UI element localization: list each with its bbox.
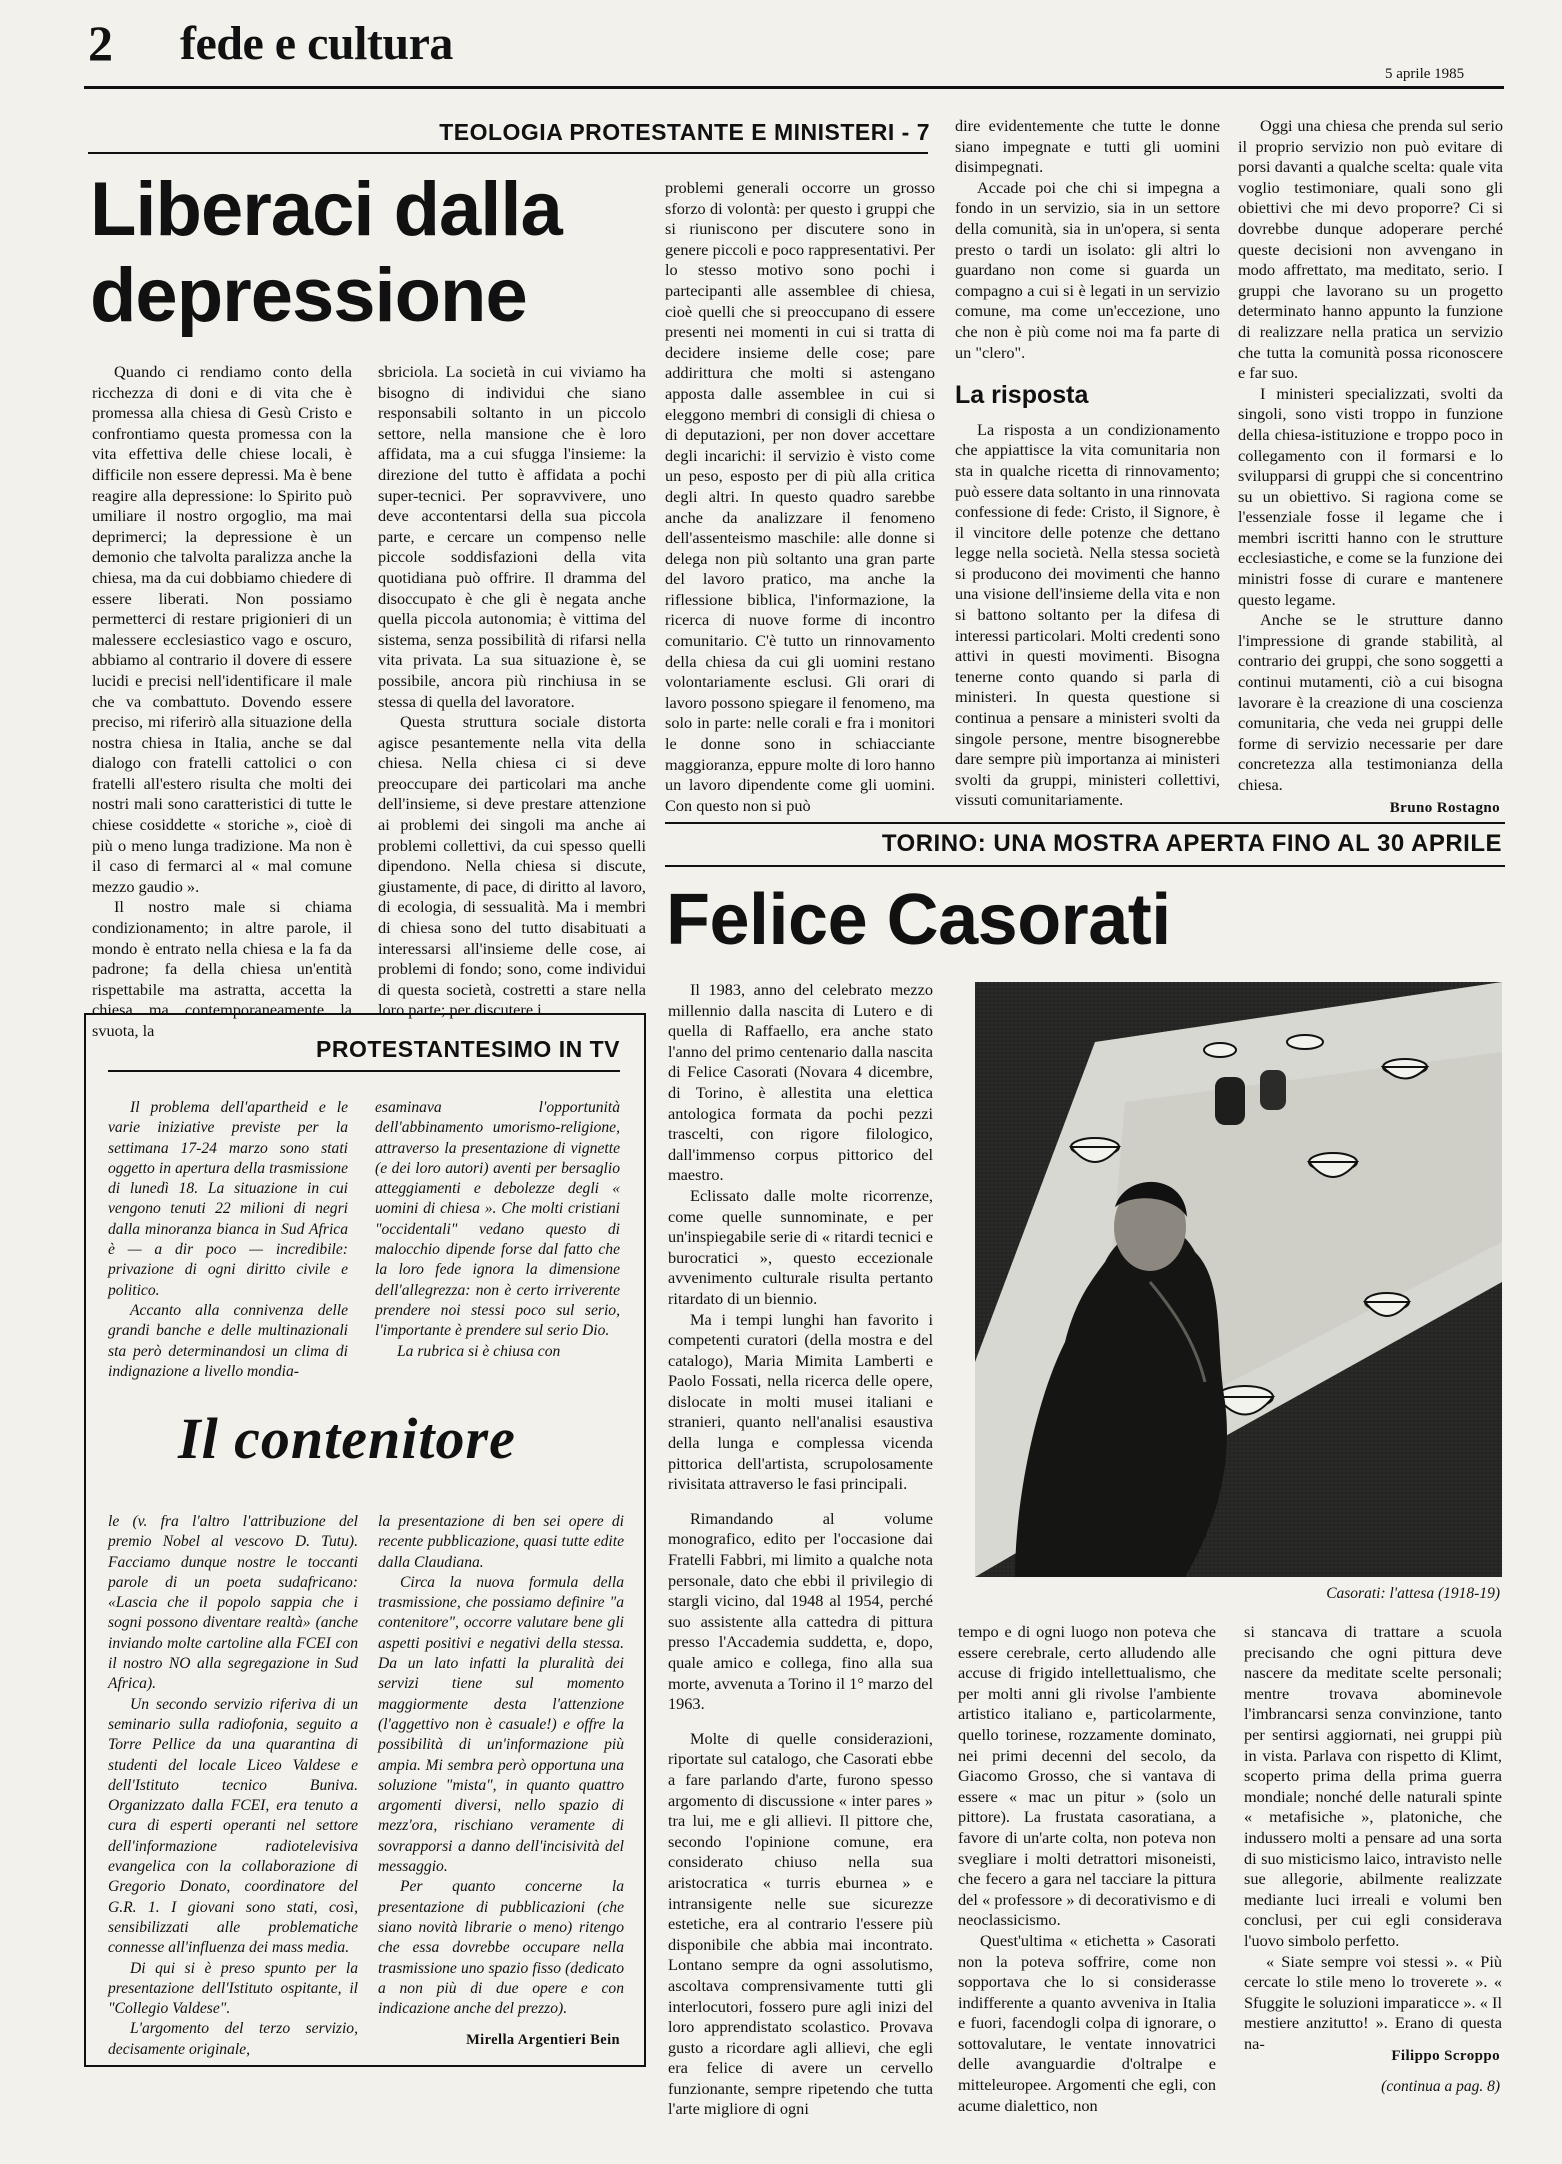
article2-column-3: [108, 1512, 358, 2060]
continuation-note: (continua a pag. 8): [1381, 2078, 1500, 2095]
article3-title: Felice Casorati: [666, 880, 1171, 960]
masthead-rule: [84, 86, 1504, 89]
section-title: fede e cultura: [180, 17, 453, 70]
paragraph: « Siate sempre voi stessi ». « Più cercate lo stile meno lo troverete ». « Sfuggite le soluzioni imparaticce ». « Il mestiere anzitutto! ». Erano di questa na-: [1244, 1951, 1502, 2053]
paragraph: Circa la nuova formula della trasmissione, che possiamo definire "a contenitore", occorre valutare bene gli aspetti positivi e negativi della stessa. Da un lato infatti la pluralità dei servizi tiene sul momento maggiormente desta l'attenzione (l'aggettivo non è casuale!) e offre la possibilità di un'informazione più ampia. Mi sembra però opportuna una soluzione "mista", in quanto quattro argomenti diversi, nello spazio di mezz'ora, rischiano veramente di sovrapporsi a danno dell'incisività del messaggio.: [378, 1573, 624, 1876]
paragraph: Di qui si è preso spunto per la presentazione dell'Istituto ospitante, il "Collegio Valdese".: [108, 1959, 358, 2018]
paragraph: Accanto alla connivenza delle grandi banche e delle multinazionali sta però determinandosi un clima di indignazione a livello mondia-: [108, 1301, 348, 1380]
paragraph: Molte di quelle considerazioni, riportate sul catalogo, che Casorati ebbe a fare parlando d'arte, furono spesso argomento di discussione « inter pares » tra lui, me e gli allievi. Il pittore che, secondo l'opinione comune, era considerato chiuso nella sua aristocratica « turris eburnea » e intransigente nelle sue sicurezze estetiche, era al contrario l'essere più disponibile che abbia mai incontrato. Lontano sempre da ogni assolutismo, ascoltava comprensivamente tutti gli interlocutori, fossero pure agli inizi del loro apprendistato scolastico. Provava gusto a ricordare agli allievi, che egli era felice di avere un cervello funzionante, sempre ripetendo che tutta l'arte migliore di ogni: [668, 1728, 933, 2119]
article2-title: Il contenitore: [178, 1406, 516, 1471]
paragraph: La risposta a un condizionamento che appiattisce la vita comunitaria non sta in qualche ricetta di rinnovamento; può essere data soltanto in una rinnovata confessione di fede: Cristo, il Signore, è il vincitore delle potenze che dettano legge nella società. Nella stessa società si producono dei movimenti che hanno una visione dell'insieme della vita e non si battono soltanto per la difesa di interessi particolari. Molti credenti sono attivi in questi movimenti. Bisogna tenerne conto quando si parla di ministeri. In questa questione si continua a pensare a ministeri svolti da singole persone, mentre bisognerebbe dare sempre più importanza ai ministeri svolti da gruppi, ministeri collettivi, vissuti comunitariamente.: [955, 419, 1220, 810]
article2-kicker-rule: [108, 1070, 620, 1072]
article3-column-1: [668, 980, 933, 2120]
paragraph: Ma i tempi lunghi han favorito i competenti curatori (della mostra e del catalogo), Maria Mimita Lamberti e Paolo Fossati, nella ricerca delle opere, dislocate in molti musei italiani e stranieri, quanto nell'analisi esaustiva della lunga e complessa vicenda pittorica dell'artista, scrupolosamente rivisitata attraverso le fasi principali.: [668, 1309, 933, 1494]
paragraph: si stancava di trattare a scuola precisando che ogni pittura deve nascere da meditate scelte personali; mentre trovava abominevole l'imbrancarsi senza convinzione, tanto per sentirsi aggiornati, nei gruppi più in vista. Parlava con rispetto di Klimt, scoperto prima della prima guerra mondiale; nonché delle naturali spinte « metafisiche », platoniche, che indussero molti a pensare ad una sorta di suo misticismo laico, intravisto nelle sue allegorie, abilmente realizzate mediante luci irreali e volumi ben conclusi, per cui egli considerava l'uovo simbolo perfetto.: [1244, 1622, 1502, 1950]
article2-kicker: PROTESTANTESIMO IN TV: [316, 1036, 620, 1062]
article2-column-1: [108, 1098, 348, 1382]
paragraph: Oggi una chiesa che prenda sul serio il proprio servizio non può evitare di porsi davanti a qualche scelta: quale vita voglio testimoniare, quali sono gli obiettivi che mi devo proporre? Ci si dovrebbe dunque adoperare perché queste decisioni non avvengano in modo affrettato, ma meditato, serio. I gruppi che lavorano su un progetto determinato hanno appunto la funzione di realizzare nella pratica un servizio che tutta la comunità possa riconoscere e far suo.: [1238, 116, 1503, 383]
article1-title-line2: depressione: [90, 253, 527, 338]
article2-column-4: [378, 1512, 624, 2019]
article3-column-2: [958, 1622, 1216, 2116]
paragraph: la presentazione di ben sei opere di recente pubblicazione, quasi tutte edite dalla Claudiana.: [378, 1513, 624, 1571]
paragraph: sbriciola. La società in cui viviamo ha bisogno di individui che siano responsabili soltanto in un piccolo settore, nella mansione che è loro affidata, ma a cui sfugga l'insieme: la direzione del tutto è affidata a pochi super-tecnici. Per sopravvivere, uno deve accontentarsi della sua piccola parte, e cercare un compenso nelle piccole soddisfazioni della vita quotidiana può offrire. Il dramma del disoccupato è che gli è negata anche quella piccola autonomia; è vittima del sistema, senza possibilità di rifarsi nella vita privata. La sua situazione è, se possibile, ancora più rinchiusa in se stessa di quella del lavoratore.: [378, 362, 646, 711]
paragraph: Il nostro male si chiama condizionamento; in altre parole, il mondo è entrato nella chiesa e la fa da padrone; fa della chiesa un'entità rispettabile ma astratta, accetta la chiesa ma contemporaneamente la svuota, la: [92, 897, 352, 1040]
paragraph: Per quanto concerne la presentazione di pubblicazioni (che siano novità librarie o meno) ritengo che essa dovrebbe occupare nella trasmissione uno spazio fisso (dedicato a non più di due opere e con indicazione anche del prezzo).: [378, 1878, 624, 2018]
paragraph: Eclissato dalle molte ricorrenze, come quelle sunnominate, e per un'inspiegabile serie di « ritardi tecnici e burocratici », questo eccezionale avvenimento culturale risulta pertanto ritardato di un biennio.: [668, 1185, 933, 1308]
paragraph: problemi generali occorre un grosso sforzo di volontà: per questo i gruppi che si riuniscono per discutere sono in genere piccoli e poco rappresentativi. Per lo stesso motivo sono pochi i partecipanti alle assemblee di chiesa, cioè quelli che si preoccupano di essere presenti nei momenti in cui si tratta di decidere insieme delle cose; pare addirittura che molti si astengano apposta dalle assemblee in cui si eleggono membri di consigli di chiesa o di deputazioni, per non dover accettare degli incarichi: il servizio è visto come un peso, esposto per di più alla critica degli altri. In questo quadro sarebbe anche da analizzare il fenomeno dell'assenteismo maschile: alle donne si delega non più soltanto una gran parte del lavoro pratico, ma anche la riflessione biblica, l'informazione, la ricerca di nuove forme di incontro comunitario. C'è tutto un rinnovamento della chiesa da cui gli uomini restano volontariamente esclusi. Gli orari di lavoro possono spiegare il fenomeno, ma solo in parte: nelle corali e fra i monitori le donne sono in schiacciante maggioranza, eppure molte di loro hanno un lavoro dipendente come gli uomini. Con questo non si può: [665, 178, 935, 815]
paragraph: Anche se le strutture danno l'impressione di grande stabilità, al contrario dei gruppi, che sono soggetti a continui mutamenti, ciò a cui bisogna lavorare è la creazione di una coscienza comunitaria, che veda nei gruppi delle forme di servizio necessarie per dare concretezza alla testimonianza della chiesa.: [1238, 610, 1503, 794]
paragraph: dire evidentemente che tutte le donne siano impegnate e tutti gli uomini disimpegnati.: [955, 116, 1220, 177]
painting-caption: Casorati: l'attesa (1918-19): [1326, 1585, 1500, 1602]
paragraph: I ministeri specializzati, svolti da singoli, sono visti troppo in funzione della chiesa-istituzione e troppo poco in collegamento con il formarsi e lo svilupparsi di gruppi che si concentrino su un obiettivo. Si ragiona come se l'essenziale fosse il legame che i membri iscritti hanno con le strutture ecclesiastiche, e come se la funzione dei ministri fosse di curare e mantenere questo legame.: [1238, 383, 1503, 609]
article1-title-line1: Liberaci dalla: [90, 167, 562, 252]
article1-subheading: La risposta: [955, 381, 1089, 410]
article3-signature: Filippo Scroppo: [1391, 2048, 1500, 2064]
paragraph: Il 1983, anno del celebrato mezzo millennio dalla nascita di Lutero e di quella di Raffaello, era anche stato l'anno del primo centenario dalla nascita di Felice Casorati (Novara 4 dicembre, di Torino, è allestita una elettica antologica formata da pochi pezzi trascelti, con rigore filologico, dall'immenso corpus pittorico del maestro.: [668, 980, 933, 1185]
article1-column-4: [955, 116, 1220, 811]
article1-column-5: [1238, 116, 1503, 796]
article3-kicker-rule: [665, 865, 1505, 867]
article3-top-rule: [665, 822, 1505, 824]
paragraph: tempo e di ogni luogo non poteva che essere cerebrale, certo alludendo alle accuse di frigido intellettualismo, che per molti anni gli rivolse l'ambiente artistico italiano e, particolarmente, quello torinese, rozzamente dominato, nei primi decenni del secolo, da Giacomo Grosso, che si vantava di essere « mac un pitur » (solo un pittore). La frustata casoratiana, a favore di un'arte colta, non poteva non svegliare i molti detrattori misoneisti, che fecero a gara nel tacciare la pittura del « professore » di decorativismo e di neoclassicismo.: [958, 1622, 1216, 1930]
paragraph: Rimandando al volume monografico, edito per l'occasione dai Fratelli Fabbri, mi limito a qualche nota personale, dato che ebbi il privilegio di stargli vicino, dal 1948 al 1954, perché suo assistente alla cattedra di pittura presso l'Accademia suddetta, e, dopo, quale amico e collega, fino alla sua morte, avvenuta a Torino il 1° marzo del 1963.: [668, 1508, 933, 1714]
article1-kicker-rule: [88, 152, 928, 154]
article1-column-1: [92, 362, 352, 1042]
article2-column-2: [375, 1098, 620, 1362]
article3-column-3: [1244, 1622, 1502, 2054]
paragraph: Quando ci rendiamo conto della ricchezza di doni e di vita che è promessa alla chiesa di Gesù Cristo e confrontiamo questa promessa con la vita effettiva delle chiese locali, è difficile non essere depressi. Ma è bene reagire alla depressione: lo Spirito può umiliare il nostro orgoglio, ma mai deprimerci; la depressione è un demonio che talvolta paralizza anche la chiesa, ma da cui dobbiamo chiedere di essere liberati. Non possiamo permetterci di restare prigionieri di un malessere ecclesiastico vago e oscuro, abbiamo al contrario il dovere di essere lucidi e precisi nell'identificare il male che va combattuto. Dovendo essere preciso, mi riferirò alla situazione della nostra chiesa in Italia, anche se dal dialogo con fratelli cattolici o con fratelli all'estero risulta che molti dei nostri mali sono caratteristici di tutte le chiese cosiddette « storiche », cioè di più o meno lunga tradizione. Ma non è il caso di fermarci al « mal comune mezzo gaudio ».: [92, 362, 352, 896]
paragraph: Il problema dell'apartheid e le varie iniziative previste per la settimana 17-24 marzo sono stati oggetto in apertura della trasmissione di lunedì 18. La situazione in cui vengono tenuti 22 milioni di negri dalla minoranza bianca in Sud Africa è — a dir poco — incredibile: privazione di ogni diritto civile e politico.: [108, 1099, 348, 1299]
article2-signature: Mirella Argentieri Bein: [466, 2032, 620, 2048]
article1-signature: Bruno Rostagno: [1389, 800, 1500, 816]
paragraph: Un secondo servizio riferiva di un seminario sulla radiofonia, seguito a Torre Pellice da una quarantina di studenti del locale Liceo Valdese e dell'Istituto tecnico Buniva. Organizzato dalla FCEI, era tenuto a cura di esperti operanti nel settore dell'informazione radiotelevisiva evangelica con la collaborazione di Gregorio Donato, coordinatore del G.R. 1. I giovani sono stati, così, sensibilizzati alle problematiche connesse all'influenza dei mass media.: [108, 1695, 358, 1957]
paragraph: esaminava l'opportunità dell'abbinamento umorismo-religione, attraverso la presentazione di vignette (e dei loro autori) aventi per bersaglio atteggiamenti e debolezze degli « uomini di chiesa ». Che molti cristiani "occidentali" vedano questo di malocchio dipende forse dal fatto che la loro fede ignora la dimensione dell'allegrezza: non è certo irriverente prendere noi stessi poco sul serio, l'importante è prendere sul serio Dio.: [375, 1099, 620, 1340]
article1-column-3: [665, 178, 935, 816]
painting-illustration: [975, 982, 1502, 1577]
page-number: 2: [88, 15, 113, 71]
paragraph: Quest'ultima « etichetta » Casorati non la poteva soffrire, come non sopportava che lo si considerasse indifferente a quanto avveniva in Italia e fuori, facendogli colpa di ignorare, o sottovalutare, le ventate innovatrici delle avanguardie d'oltralpe e mitteleuropee. Argomenti che egli, con acume dialettico, non: [958, 1930, 1216, 2115]
paragraph: le (v. fra l'altro l'attribuzione del premio Nobel al vescovo D. Tutu). Facciamo dunque nostre le toccanti parole di un poeta sudafricano: «Lascia che il popolo sappia che i sogni possono diventare realtà» (anche inviando molte cartoline alla FCEI con il nostro NO alla segregazione in Sud Africa).: [108, 1513, 358, 1693]
paragraph: L'argomento del terzo servizio, decisamente originale,: [108, 2020, 358, 2058]
casorati-painting: [975, 982, 1502, 1577]
article3-kicker: TORINO: UNA MOSTRA APERTA FINO AL 30 APRILE: [881, 830, 1502, 857]
paragraph: Questa struttura sociale distorta agisce pesantemente nella vita della chiesa. Nella chiesa ci si deve preoccupare dei particolari ma anche dell'insieme, si deve prestare attenzione ai problemi dei singoli ma anche ai problemi collettivi, da cui spesso quelli dipendono. Nella chiesa si discute, giustamente, di pace, di diritto al lavoro, di ecologia, di sessualità. Ma i membri di chiesa sono del tutto disabituati a interessarsi all'insieme delle cose, ai problemi di fondo; sono, come individui di questa società, costretti a stare nella loro parte; per discutere i: [378, 712, 646, 1020]
issue-date: 5 aprile 1985: [1385, 66, 1465, 82]
paragraph: Accade poi che chi si impegna a fondo in un servizio, sia in un settore della comunità, sia in un'opera, si senta presto o tardi un isolato: gli altri lo guardano non come si guarda un compagno a cui si è legati in un servizio comune, ma come un'eccezione, uno che non è più come noi ma fa parte di un "clero".: [955, 177, 1220, 362]
article1-column-2: [378, 362, 646, 1021]
article1-kicker: TEOLOGIA PROTESTANTE E MINISTERI - 7: [439, 119, 930, 145]
paragraph: La rubrica si è chiusa con: [397, 1342, 561, 1360]
